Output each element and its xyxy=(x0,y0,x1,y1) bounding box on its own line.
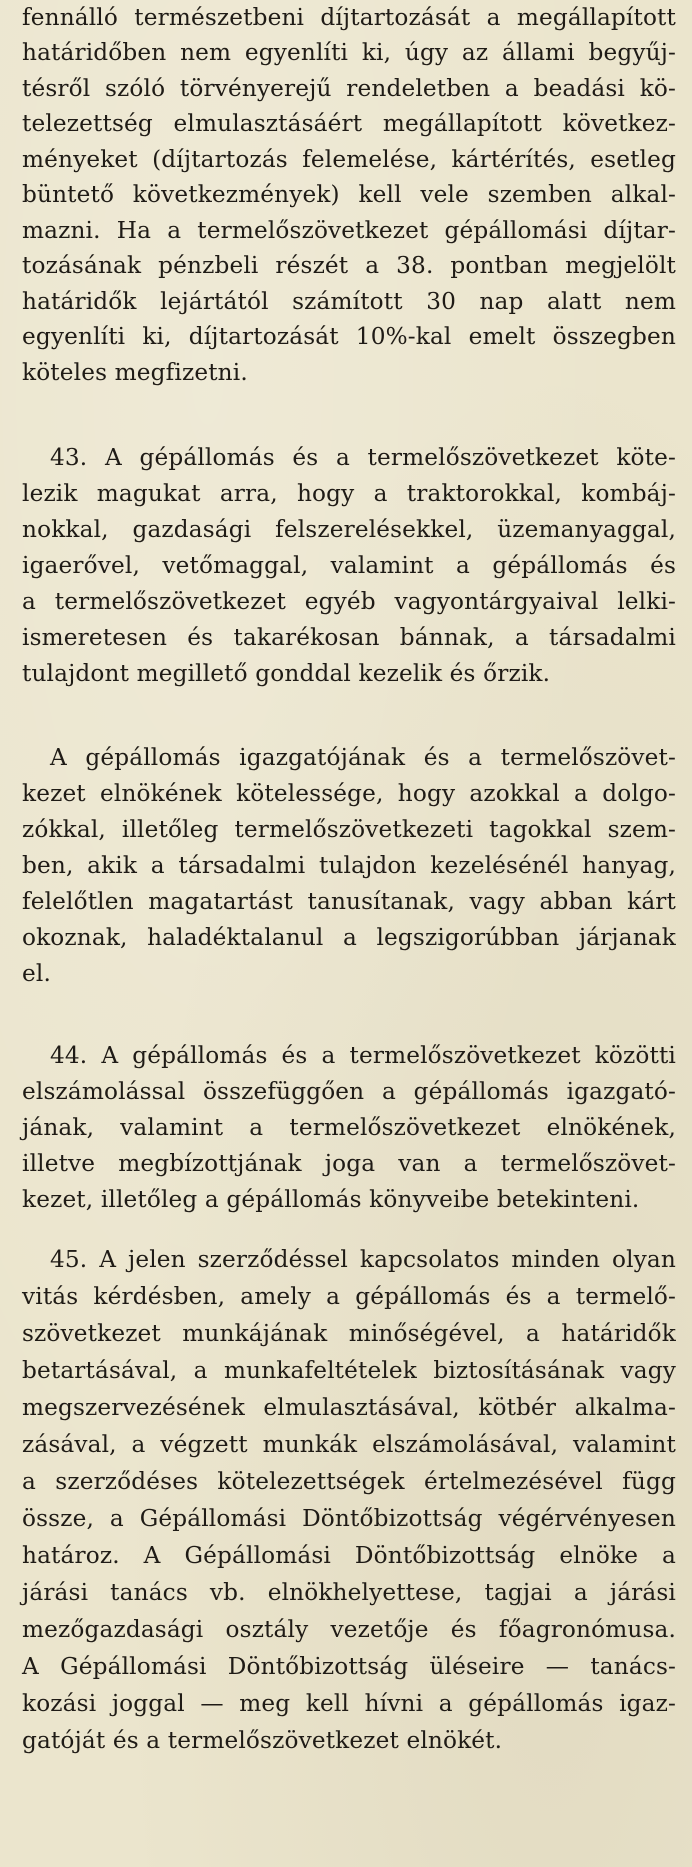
text-line: kozási joggal — meg kell hívni a gépállomás igaz- xyxy=(22,1690,676,1717)
paragraph-start-line: A gépállomás igazgatójának és a termelőszövet- xyxy=(50,744,676,771)
text-line: ismeretesen és takarékosan bánnak, a társadalmi xyxy=(22,624,676,651)
paragraph-43-heading-line: 43. A gépállomás és a termelőszövetkezet köte- xyxy=(50,444,676,471)
text-line: megszervezésének elmulasztásával, kötbér alkalma- xyxy=(22,1394,676,1421)
text-line: ményeket (díjtartozás felemelése, kártérítés, esetleg xyxy=(22,146,676,173)
text-line: vitás kérdésben, amely a gépállomás és a termelő- xyxy=(22,1283,676,1310)
text-line: elszámolással összefüggően a gépállomás igazgató- xyxy=(22,1078,676,1105)
text-line: A Gépállomási Döntőbizottság üléseire — tanács- xyxy=(22,1653,676,1680)
paragraph-45-heading-line: 45. A jelen szerződéssel kapcsolatos minden olyan xyxy=(50,1246,676,1273)
text-line: egyenlíti ki, díjtartozását 10%-kal emelt összegben xyxy=(22,323,676,350)
text-line: kezet elnökének kötelessége, hogy azokkal a dolgo- xyxy=(22,780,676,807)
text-line: felelőtlen magatartást tanusítanak, vagy abban kárt xyxy=(22,888,676,915)
text-line: büntető következmények) kell vele szemben alkal- xyxy=(22,181,676,208)
text-line: gatóját és a termelőszövetkezet elnökét. xyxy=(22,1727,503,1754)
text-line: nokkal, gazdasági felszerelésekkel, üzemanyaggal, xyxy=(22,516,676,543)
text-line: mazni. Ha a termelőszövetkezet gépállomási díjtar- xyxy=(22,217,676,244)
text-line: mezőgazdasági osztály vezetője és főagronómusa. xyxy=(22,1616,676,1643)
text-line: telezettség elmulasztásáért megállapított következ- xyxy=(22,110,676,137)
text-line: a termelőszövetkezet egyéb vagyontárgyaival lelki- xyxy=(22,588,676,615)
text-line: okoznak, haladéktalanul a legszigorúbban járjanak xyxy=(22,924,676,951)
text-line: illetve megbízottjának joga van a termelőszövet- xyxy=(22,1150,676,1177)
text-line: kezet, illetőleg a gépállomás könyveibe betekinteni. xyxy=(22,1186,640,1213)
text-line: határidők lejártától számított 30 nap alatt nem xyxy=(22,288,676,315)
text-line: zókkal, illetőleg termelőszövetkezeti tagokkal szem- xyxy=(22,816,676,843)
text-line: határoz. A Gépállomási Döntőbizottság elnöke a xyxy=(22,1542,676,1569)
text-line: betartásával, a munkafeltételek biztosításának vagy xyxy=(22,1357,676,1384)
text-line: el. xyxy=(22,960,51,987)
text-line: jának, valamint a termelőszövetkezet elnökének, xyxy=(22,1114,676,1141)
text-line: igaerővel, vetőmaggal, valamint a gépállomás és xyxy=(22,552,676,579)
text-line: tésről szóló törvényerejű rendeletben a beadási kö- xyxy=(22,75,676,102)
text-line: tulajdont megillető gonddal kezelik és őrzik. xyxy=(22,660,551,687)
text-line: szövetkezet munkájának minőségével, a határidők xyxy=(22,1320,676,1347)
text-line: fennálló természetbeni díjtartozását a megállapított xyxy=(22,4,676,31)
text-line: járási tanács vb. elnökhelyettese, tagjai a járási xyxy=(22,1579,676,1606)
text-line: határidőben nem egyenlíti ki, úgy az állami begyűj- xyxy=(22,39,676,66)
text-line: a szerződéses kötelezettségek értelmezésével függ xyxy=(22,1468,676,1495)
text-line: tozásának pénzbeli részét a 38. pontban megjelölt xyxy=(22,252,676,279)
paragraph-44-heading-line: 44. A gépállomás és a termelőszövetkezet közötti xyxy=(50,1042,676,1069)
text-line: lezik magukat arra, hogy a traktorokkal, kombáj- xyxy=(22,480,676,507)
text-line: zásával, a végzett munkák elszámolásával, valamint xyxy=(22,1431,676,1458)
text-line: össze, a Gépállomási Döntőbizottság végérvényesen xyxy=(22,1505,676,1532)
text-line: ben, akik a társadalmi tulajdon kezelésénél hanyag, xyxy=(22,852,676,879)
text-line: köteles megfizetni. xyxy=(22,359,248,386)
